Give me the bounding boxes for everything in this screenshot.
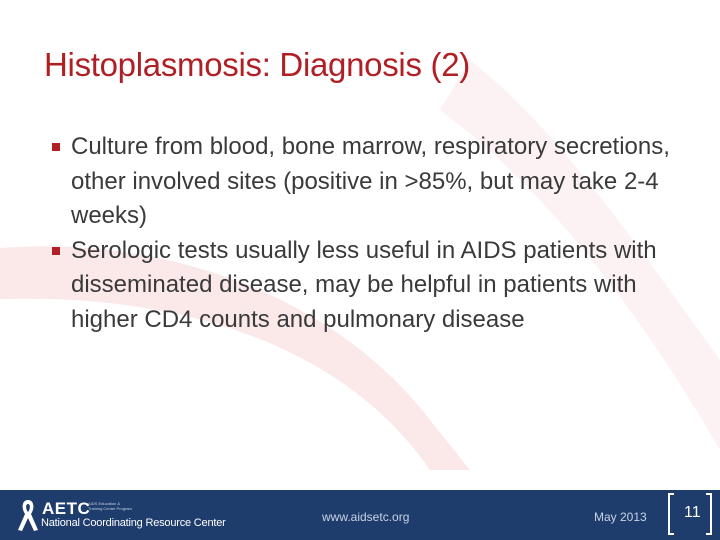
- website-link[interactable]: www.aidsetc.org: [322, 510, 410, 524]
- logo-program-text: AIDS Education & Training Center Program: [88, 501, 132, 511]
- bullet-item-culture: [48, 130, 688, 234]
- aetc-logo: [14, 496, 226, 536]
- footer-date: May 2013: [594, 510, 647, 524]
- slide-title: Histoplasmosis: Diagnosis (2): [44, 46, 470, 83]
- square-bullet-icon: [52, 143, 60, 151]
- bullet-list: [48, 130, 688, 337]
- logo-wordmark: AETC: [42, 499, 91, 518]
- aids-ribbon-icon: [14, 496, 42, 536]
- page-number: 11: [684, 504, 701, 521]
- logo-center-name: National Coordinating Resource Center: [41, 517, 226, 529]
- bullet-text: Serologic tests usually less useful in AIDS patients with disseminated disease, may be helpful in patients with higher CD4 counts and pulmonary disease: [71, 236, 657, 333]
- footer-bar: [0, 490, 720, 540]
- bullet-text: Culture from blood, bone marrow, respiratory secretions, other involved sites (positive in >85%, but may take 2-4 weeks): [71, 133, 670, 229]
- bullet-item-serologic: [48, 234, 688, 338]
- square-bullet-icon: [52, 247, 60, 255]
